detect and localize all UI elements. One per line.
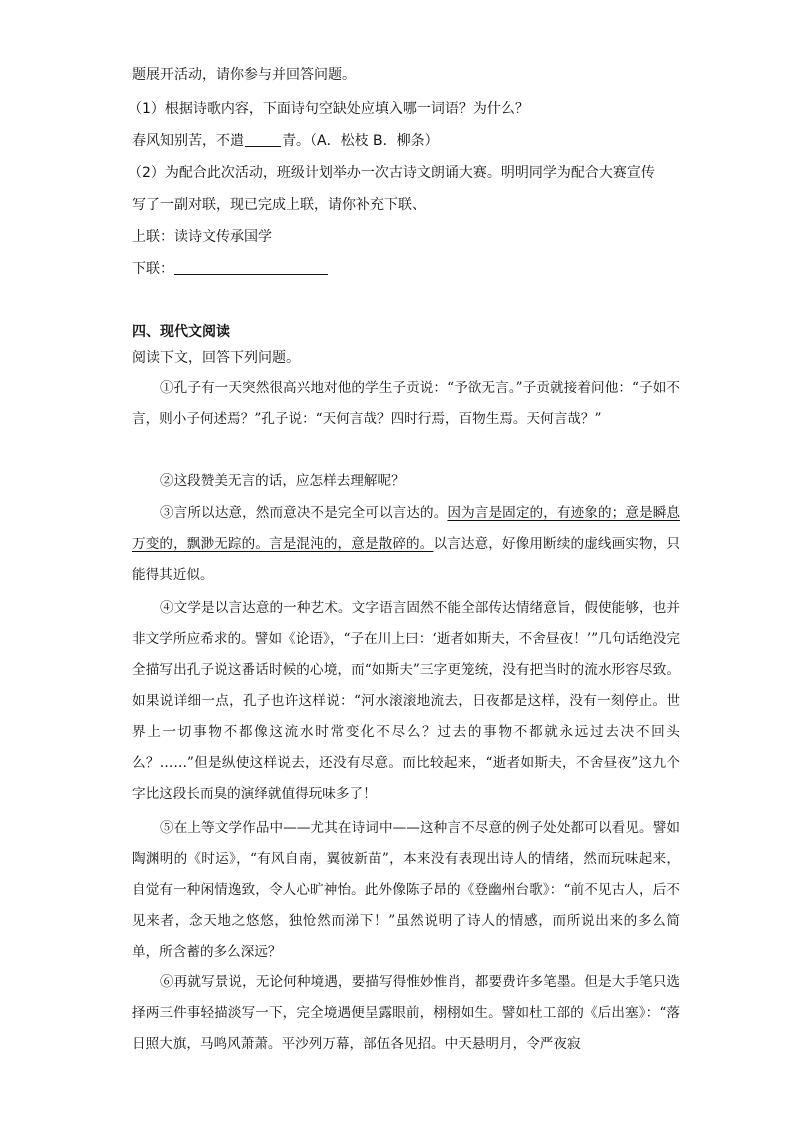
lower-couplet xyxy=(132,260,328,278)
poem-line xyxy=(132,132,439,150)
upper-couplet: 上联：读诗文传承国学 xyxy=(132,229,272,245)
article-paragraph-3 xyxy=(132,498,680,591)
section-title: 四、现代文阅读 xyxy=(132,324,230,340)
article-paragraph-5: ⑤在上等文学作品中——尤其在诗词中——这种言不尽意的例子处处都可以看见。譬如陶渊明的《时运》，“有风自南，翼彼新苗”，本来没有表现出诗人的情绪，然而玩味起来，自觉有一种闲情逸致，令人心旷神怡。此外像陈子昂的《登幽州台歌》：“前不见古人，后不见来者，念天地之悠悠，独怆然而涕下！”虽然说明了诗人的情感，而所说出来的多么简单，所含蓄的多么深远？ xyxy=(132,820,680,960)
question-1: （1）根据诗歌内容，下面诗句空缺处应填入哪一词语？为什么？ xyxy=(128,101,529,117)
article-paragraph-6: ⑥再就写景说，无论何种境遇，要描写得惟妙惟肖，都要费许多笔墨。但是大手笔只选择两三件事轻描淡写一下，完全境遇便呈露眼前，栩栩如生。譬如杜工部的《后出塞》：“落日照大旗，马鸣风萧萧。平沙列万幕，部伍各见招。中天悬明月，令严夜寂 xyxy=(132,974,680,1052)
lower-couplet-label: 下联： xyxy=(132,261,174,277)
article-paragraph-2: ②这段赞美无言的话，应怎样去理解呢？ xyxy=(160,473,405,489)
question-2-line1: （2）为配合此次活动，班级计划举办一次古诗文朗诵大赛。明明同学为配合大赛宣传 xyxy=(128,165,655,181)
p3-underlined: 因为言是固定的，有迹象的；意是瞬息万变的，飘渺无踪的。言是混沌的，意是散碎的。 xyxy=(132,505,681,552)
poem-text-before: 春风知别苦，不遣 xyxy=(132,133,244,149)
fill-blank-long[interactable] xyxy=(174,260,328,275)
p3-text-a: ③言所以达意，然而意决不是完全可以言达的。 xyxy=(160,505,448,521)
article-paragraph-1: ①孔子有一天突然很高兴地对他的学生子贡说：“予欲无言。”子贡就接着问他：“子如不言，则小子何述焉？”孔子说：“天何言哉？四时行焉，百物生焉。天何言哉？” xyxy=(132,380,680,427)
question-2-line2: 写了一副对联，现已完成上联，请你补充下联、 xyxy=(132,197,426,213)
p3-text-b: 以言达意，好像用断续的虚线画实物，只能得其近似。 xyxy=(132,536,681,583)
section-instruction: 阅读下文，回答下列问题。 xyxy=(132,350,300,366)
article-paragraph-4: ④文学是以言达意的一种艺术。文字语言固然不能全部传达情绪意旨，假使能够，也并非文学所应希求的。譬如《论语》，“子在川上曰：‘逝者如斯夫，不舍昼夜！’”几句话绝没完全描写出孔子说这番话时候的心境，而“如斯夫”三字更笼统，没有把当时的流水形容尽致。如果说详细一点，孔子也许这样说：“河水滚滚地流去，日夜都是这样，没有一刻停止。世界上一切事物不都像这流水时常变化不尽么？过去的事物不都就永远过去决不回头么？……”但是纵使这样说去，还没有尽意。而比较起来，“逝者如斯夫，不舍昼夜”这九个字比这段长而臭的演绎就值得玩味多了！ xyxy=(132,600,680,802)
q3-intro-line: 题展开活动，请你参与并回答问题。 xyxy=(132,67,356,83)
poem-text-after: 青。（A．松枝 B．柳条） xyxy=(282,133,439,149)
fill-blank-short[interactable] xyxy=(245,132,281,147)
